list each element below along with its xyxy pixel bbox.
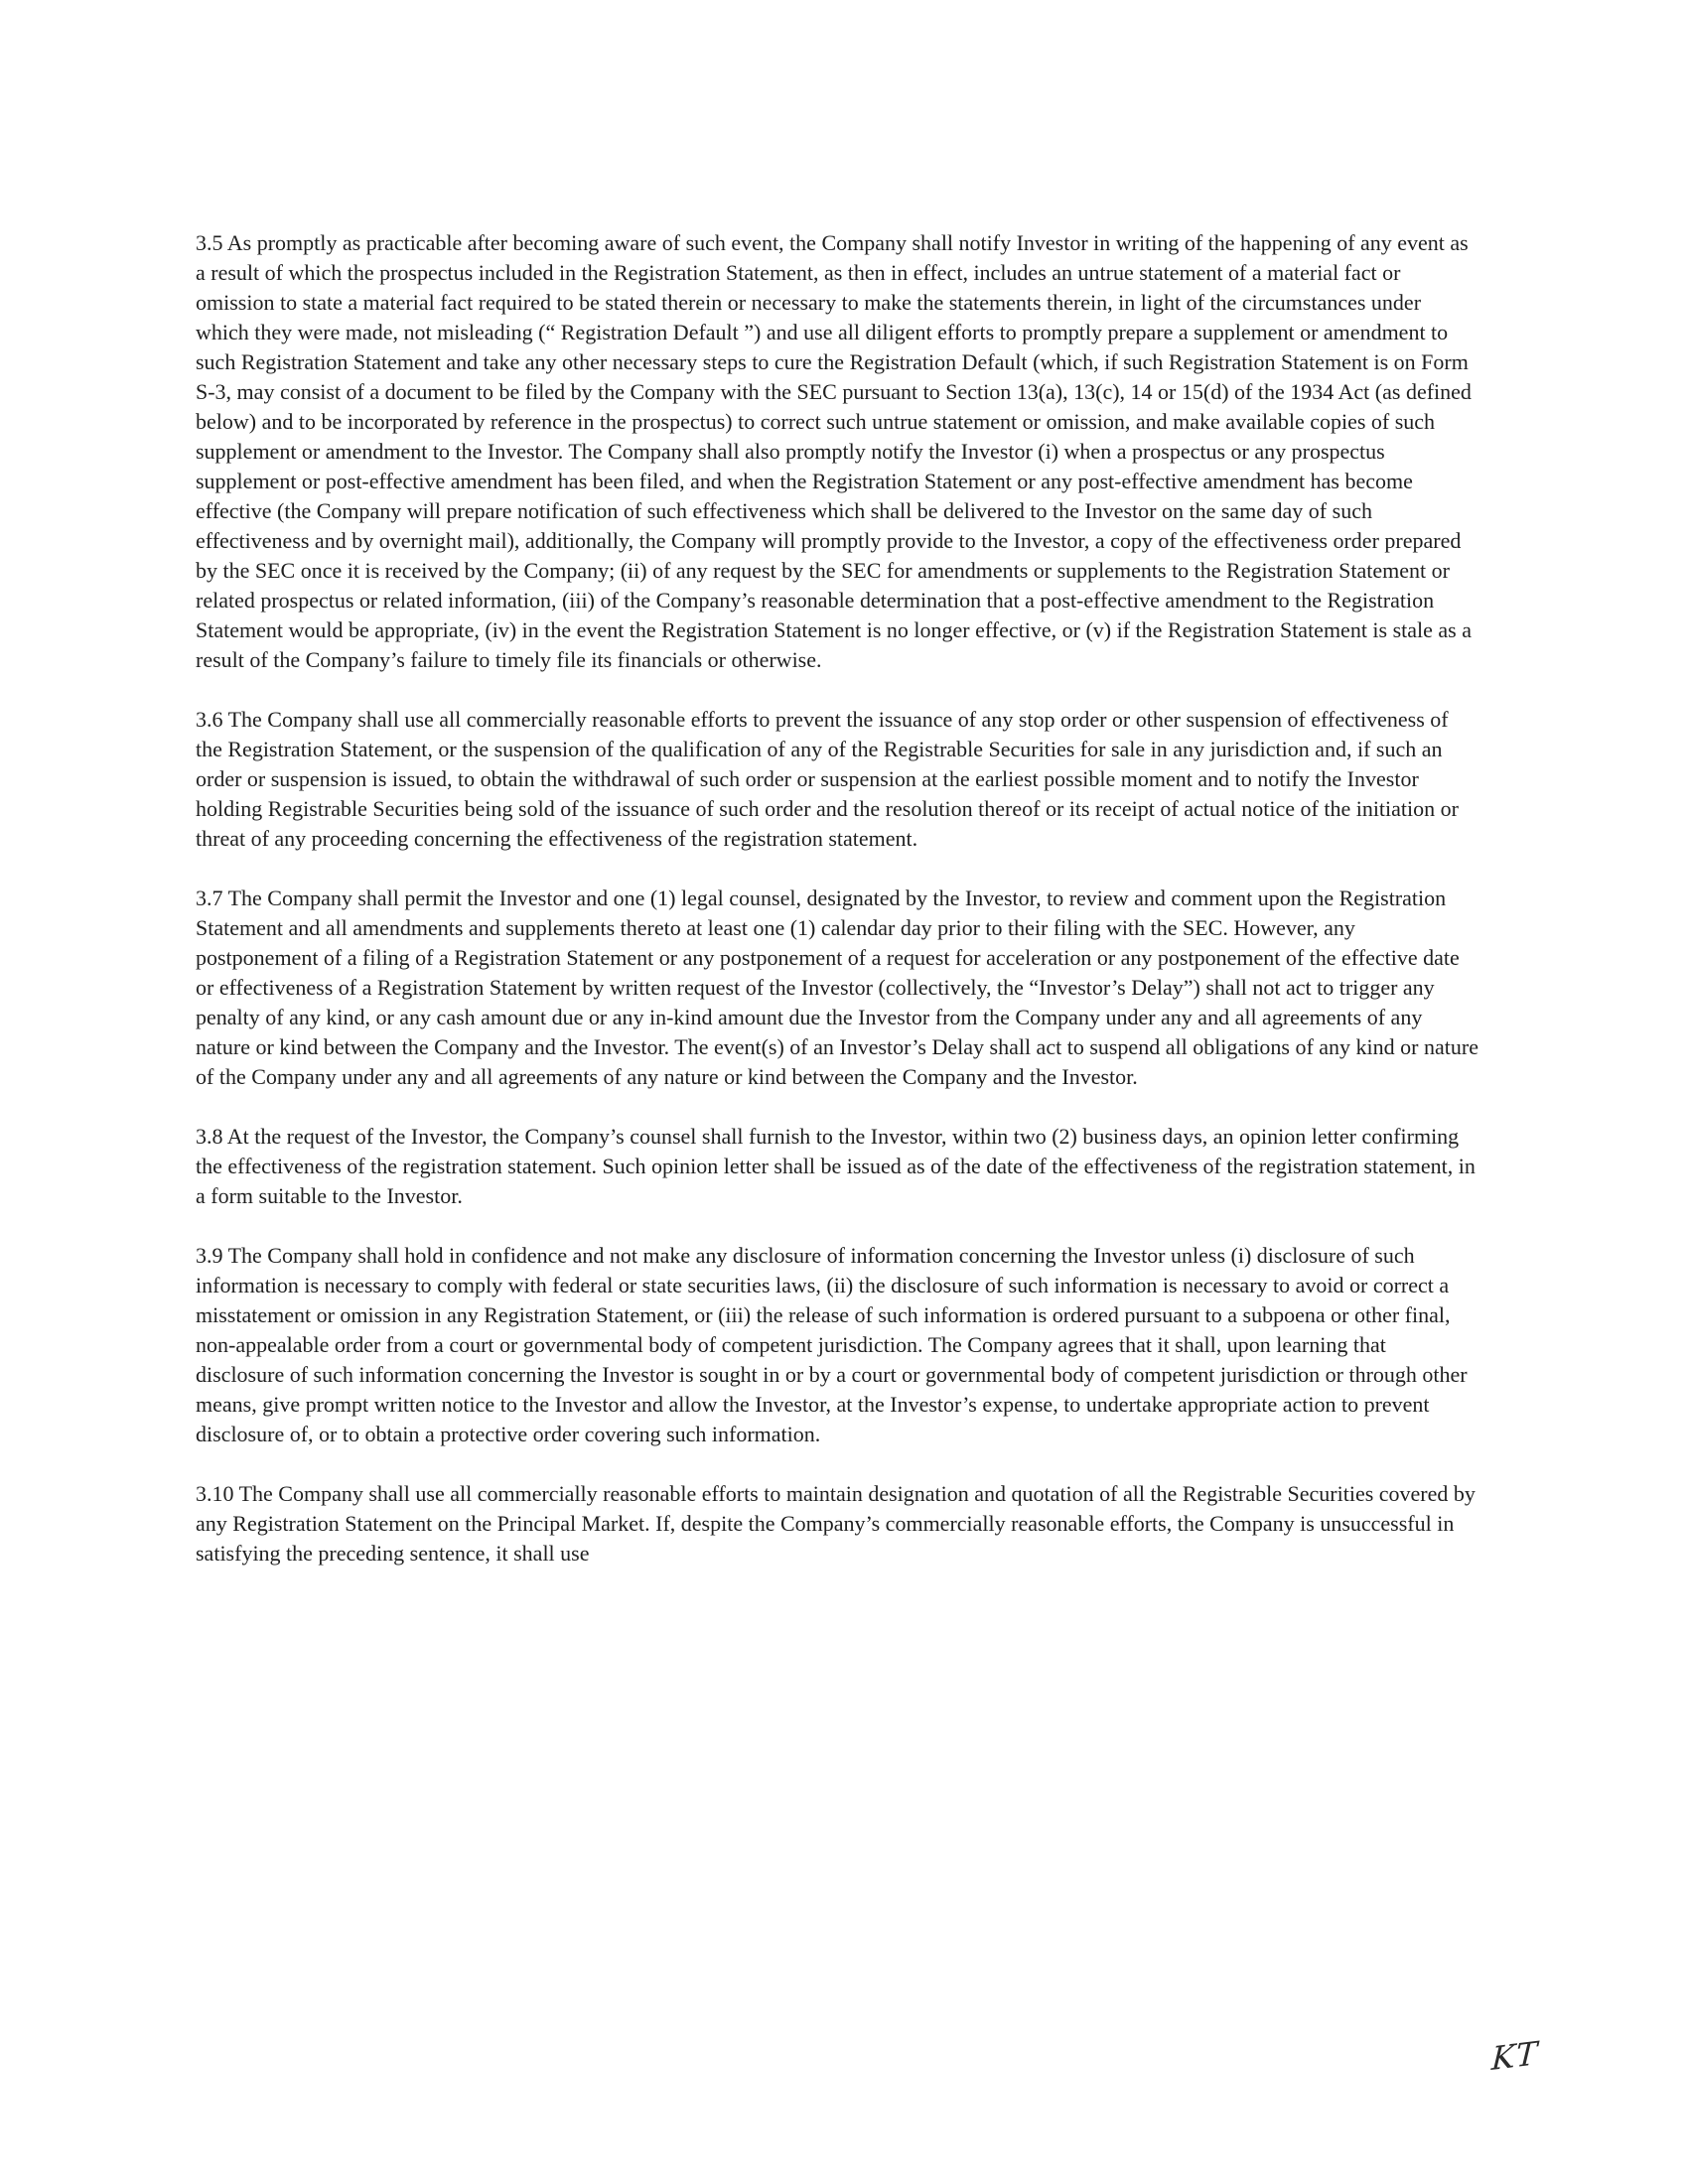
paragraph-3-5: 3.5 As promptly as practicable after becoming aware of such event, the Company shall notify Investor in writing of the happening of any event as a result of which the prospectus included in the Registration Statement, as then in effect, includes an untrue statement of a material fact or omission to state a material fact required to be stated therein or necessary to make the statements therein, in light of the circumstances under which they were made, not misleading (“ Registration Default ”) and use all diligent efforts to promptly prepare a supplement or amendment to such Registration Statement and take any other necessary steps to cure the Registration Default (which, if such Registration Statement is on Form S-3, may consist of a document to be filed by the Company with the SEC pursuant to Section 13(a), 13(c), 14 or 15(d) of the 1934 Act (as defined below) and to be incorporated by reference in the prospectus) to correct such untrue statement or omission, and make available copies of such supplement or amendment to the Investor. The Company shall also promptly notify the Investor (i) when a prospectus or any prospectus supplement or post-effective amendment has been filed, and when the Registration Statement or any post-effective amendment has become effective (the Company will prepare notification of such effectiveness which shall be delivered to the Investor on the same day of such effectiveness and by overnight mail), additionally, the Company will promptly provide to the Investor, a copy of the effectiveness order prepared by the SEC once it is received by the Company; (ii) of any request by the SEC for amendments or supplements to the Registration Statement or related prospectus or related information, (iii) of the Company’s reasonable determination that a post-effective amendment to the Registration Statement would be appropriate, (iv) in the event the Registration Statement is no longer effective, or (v) if the Registration Statement is stale as a result of the Company’s failure to timely file its financials or otherwise. (196, 230, 1473, 672)
handwritten-initials: KT (1490, 2033, 1540, 2079)
paragraph-3-8: 3.8 At the request of the Investor, the Company’s counsel shall furnish to the Investor, within two (2) business days, an opinion letter confirming the effectiveness of the registration statement. Such opinion letter shall be issued as of the date of the effectiveness of the registration statement, in a form suitable to the Investor. (196, 1124, 1476, 1208)
paragraph-3-10: 3.10 The Company shall use all commercially reasonable efforts to maintain designation and quotation of all the Registrable Securities covered by any Registration Statement on the Principal Market. If, despite the Company’s commercially reasonable efforts, the Company is unsuccessful in satisfying the preceding sentence, it shall use (196, 1481, 1476, 1566)
paragraph-3-9: 3.9 The Company shall hold in confidence and not make any disclosure of information concerning the Investor unless (i) disclosure of such information is necessary to comply with federal or state securities laws, (ii) the disclosure of such information is necessary to avoid or correct a misstatement or omission in any Registration Statement, or (iii) the release of such information is ordered pursuant to a subpoena or other final, non-appealable order from a court or governmental body of competent jurisdiction. The Company agrees that it shall, upon learning that disclosure of such information concerning the Investor is sought in or by a court or governmental body of competent jurisdiction or through other means, give prompt written notice to the Investor and allow the Investor, at the Investor’s expense, to undertake appropriate action to prevent disclosure of, or to obtain a protective order covering such information. (196, 1243, 1468, 1446)
document-body (196, 228, 1478, 1598)
paragraph-3-7: 3.7 The Company shall permit the Investor and one (1) legal counsel, designated by the Investor, to review and comment upon the Registration Statement and all amendments and supplements thereto at least one (1) calendar day prior to their filing with the SEC. However, any postponement of a filing of a Registration Statement or any postponement of a request for acceleration or any postponement of the effective date or effectiveness of a Registration Statement by written request of the Investor (collectively, the “Investor’s Delay”) shall not act to trigger any penalty of any kind, or any cash amount due or any in-kind amount due the Investor from the Company under any and all agreements of any nature or kind between the Company and the Investor. The event(s) of an Investor’s Delay shall act to suspend all obligations of any kind or nature of the Company under any and all agreements of any nature or kind between the Company and the Investor. (196, 886, 1478, 1089)
paragraph-3-6: 3.6 The Company shall use all commercially reasonable efforts to prevent the issuance of any stop order or other suspension of effectiveness of the Registration Statement, or the suspension of the qualification of any of the Registrable Securities for sale in any jurisdiction and, if such an order or suspension is issued, to obtain the withdrawal of such order or suspension at the earliest possible moment and to notify the Investor holding Registrable Securities being sold of the issuance of such order and the resolution thereof or its receipt of actual notice of the initiation or threat of any proceeding concerning the effectiveness of the registration statement. (196, 707, 1459, 851)
